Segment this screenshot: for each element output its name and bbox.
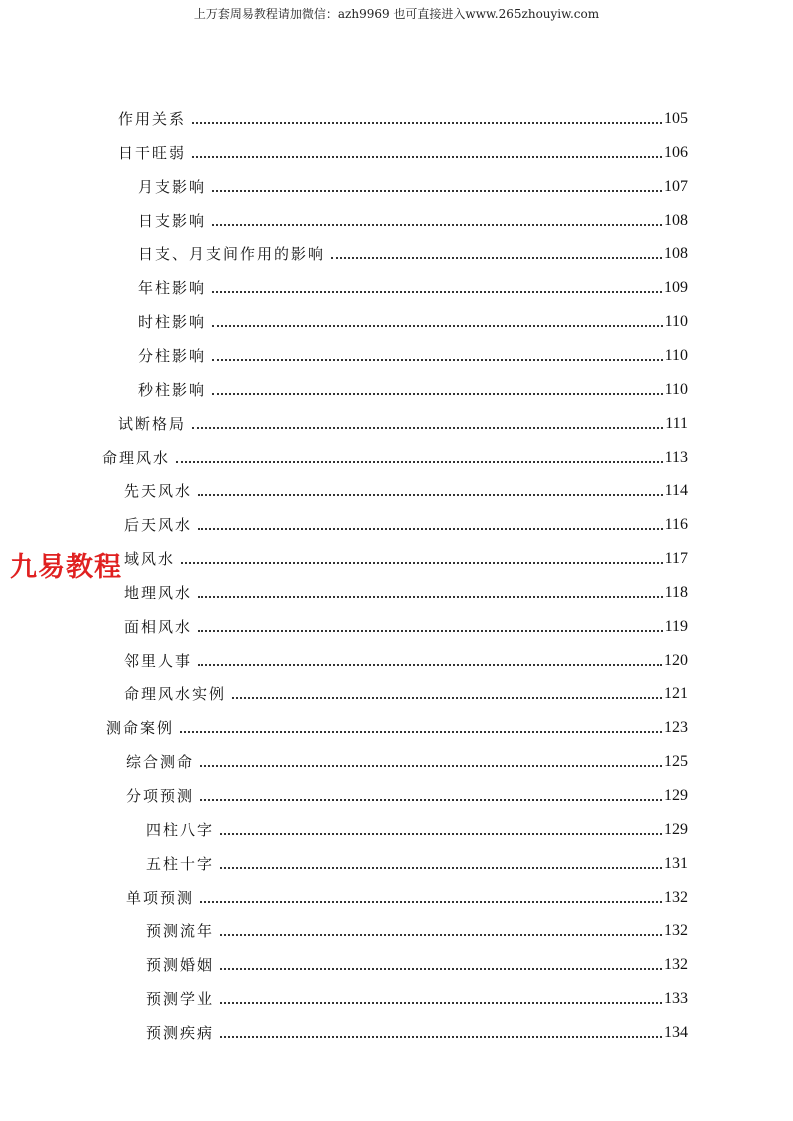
toc-entry-page-number: 133	[664, 990, 688, 1008]
toc-entry-page-number: 129	[664, 820, 688, 838]
toc-entry-page-number: 132	[664, 888, 688, 906]
toc-dot-leader	[192, 407, 663, 429]
toc-entry-page-number: 131	[664, 854, 688, 872]
toc-entry-title: 预测流年	[146, 922, 215, 941]
toc-entry-page-number: 113	[664, 448, 688, 466]
toc-entry-title: 四柱八字	[146, 820, 215, 839]
toc-dot-leader	[181, 542, 663, 564]
toc-dot-leader	[232, 677, 662, 699]
toc-entry-title: 预测疾病	[146, 1023, 215, 1042]
toc-entry[interactable]	[146, 816, 688, 840]
toc-entry-title: 日支影响	[138, 211, 207, 230]
toc-entry-title: 预测婚姻	[146, 956, 215, 975]
toc-dot-leader	[212, 271, 662, 293]
toc-entry-page-number: 134	[664, 1023, 688, 1041]
toc-entry[interactable]	[118, 105, 688, 129]
toc-dot-leader	[220, 847, 662, 869]
toc-entry-title: 命理风水实例	[124, 685, 227, 704]
toc-entry-title: 分项预测	[126, 787, 195, 805]
toc-entry-title: 试断格局	[118, 414, 187, 433]
toc-entry-page-number: 110	[664, 380, 688, 398]
toc-entry[interactable]	[124, 511, 688, 535]
toc-entry[interactable]	[124, 545, 688, 569]
toc-entry-title: 测命案例	[106, 719, 175, 738]
toc-dot-leader	[200, 779, 662, 801]
toc-entry-page-number: 118	[664, 583, 688, 601]
toc-dot-leader	[200, 745, 662, 767]
toc-entry-title: 先天风水	[124, 482, 193, 501]
toc-dot-leader	[212, 170, 662, 192]
toc-entry-page-number: 106	[664, 143, 688, 161]
toc-entry-title: 年柱影响	[138, 279, 207, 298]
toc-dot-leader	[176, 441, 663, 463]
toc-entry-title: 预测学业	[146, 990, 215, 1009]
toc-dot-leader	[331, 237, 662, 259]
toc-dot-leader	[212, 305, 663, 327]
toc-entry-title: 面相风水	[124, 617, 193, 636]
toc-entry[interactable]	[138, 240, 688, 264]
watermark-logo: 九易教程	[8, 545, 124, 584]
toc-entry[interactable]	[138, 207, 688, 231]
toc-dot-leader	[180, 711, 662, 733]
toc-entry-page-number: 108	[664, 211, 688, 229]
toc-entry-page-number: 123	[664, 719, 688, 737]
toc-entry-page-number: 121	[664, 685, 688, 703]
toc-dot-leader	[212, 339, 663, 361]
toc-entry[interactable]	[118, 139, 688, 163]
toc-dot-leader	[220, 914, 662, 936]
toc-entry-title: 后天风水	[124, 516, 193, 535]
toc-entry[interactable]	[138, 173, 688, 197]
toc-dot-leader	[220, 813, 662, 835]
toc-entry-page-number: 120	[664, 651, 688, 669]
toc-entry-page-number: 108	[664, 245, 688, 263]
toc-entry-title: 时柱影响	[138, 313, 207, 332]
toc-entry[interactable]	[146, 1019, 688, 1043]
toc-entry-title: 五柱十字	[146, 854, 215, 873]
toc-entry-title: 日干旺弱	[118, 143, 187, 162]
toc-entry-page-number: 105	[664, 110, 688, 127]
toc-entry[interactable]	[124, 477, 688, 501]
toc-entry-page-number: 116	[664, 516, 688, 534]
toc-dot-leader	[200, 881, 662, 903]
toc-entry-title: 秒柱影响	[138, 380, 207, 399]
toc-entry-page-number: 107	[664, 177, 688, 195]
toc-entry-title: 综合测命	[126, 753, 195, 772]
toc-entry-title: 邻里人事	[124, 651, 193, 670]
toc-entry-page-number: 111	[665, 414, 688, 432]
toc-entry-title: 单项预测	[126, 888, 195, 907]
toc-entry[interactable]	[126, 782, 688, 806]
toc-entry-page-number: 110	[664, 346, 688, 364]
toc-entry[interactable]	[146, 951, 688, 975]
toc-entry[interactable]	[138, 308, 688, 332]
toc-entry[interactable]	[102, 444, 688, 468]
toc-entry-page-number: 117	[664, 550, 688, 568]
toc-entry-page-number: 109	[664, 279, 688, 297]
toc-entry[interactable]	[146, 985, 688, 1009]
toc-dot-leader	[220, 1016, 662, 1038]
toc-dot-leader	[198, 644, 662, 666]
toc-dot-leader	[220, 982, 662, 1004]
toc-dot-leader	[220, 948, 662, 970]
toc-dot-leader	[198, 610, 663, 632]
toc-entry[interactable]	[146, 850, 688, 874]
toc-entry-page-number: 132	[664, 922, 688, 940]
toc-entry[interactable]	[138, 342, 688, 366]
toc-entry-title: 日支、月支间作用的影响	[138, 245, 326, 264]
toc-entry-page-number: 119	[664, 617, 688, 635]
toc-entry-page-number: 129	[664, 787, 688, 804]
toc-dot-leader	[192, 136, 662, 158]
toc-entry[interactable]	[118, 410, 688, 434]
toc-entry-page-number: 114	[664, 482, 688, 500]
toc-entry[interactable]	[106, 714, 688, 738]
toc-entry[interactable]	[146, 917, 688, 941]
toc-entry[interactable]	[126, 748, 688, 772]
toc-dot-leader	[198, 576, 663, 598]
toc-entry-title: 月支影响	[138, 177, 207, 196]
toc-dot-leader	[198, 474, 663, 496]
toc-entry[interactable]	[124, 579, 688, 603]
toc-entry-title: 分柱影响	[138, 346, 207, 365]
toc-dot-leader	[192, 102, 662, 124]
toc-entry[interactable]	[124, 613, 688, 637]
toc-entry-title: 命理风水	[102, 448, 171, 467]
toc-entry[interactable]	[138, 376, 688, 400]
toc-entry[interactable]	[126, 884, 688, 908]
toc-entry-title: 域风水	[124, 550, 176, 569]
toc-entry-page-number: 132	[664, 956, 688, 974]
toc-entry-page-number: 110	[664, 313, 688, 331]
toc-entry-page-number: 125	[664, 753, 688, 771]
toc-entry[interactable]	[138, 274, 688, 298]
toc-dot-leader	[198, 508, 663, 530]
page-header: 上万套周易教程请加微信：azh9969 也可直接进入www.265zhouyiw.com	[193, 7, 600, 21]
toc-entry-title: 作用关系	[118, 110, 187, 128]
toc-entry[interactable]	[124, 680, 688, 704]
toc-dot-leader	[212, 373, 663, 395]
toc-dot-leader	[212, 204, 662, 226]
toc-entry-title: 地理风水	[124, 583, 193, 602]
toc-entry[interactable]	[124, 647, 688, 671]
